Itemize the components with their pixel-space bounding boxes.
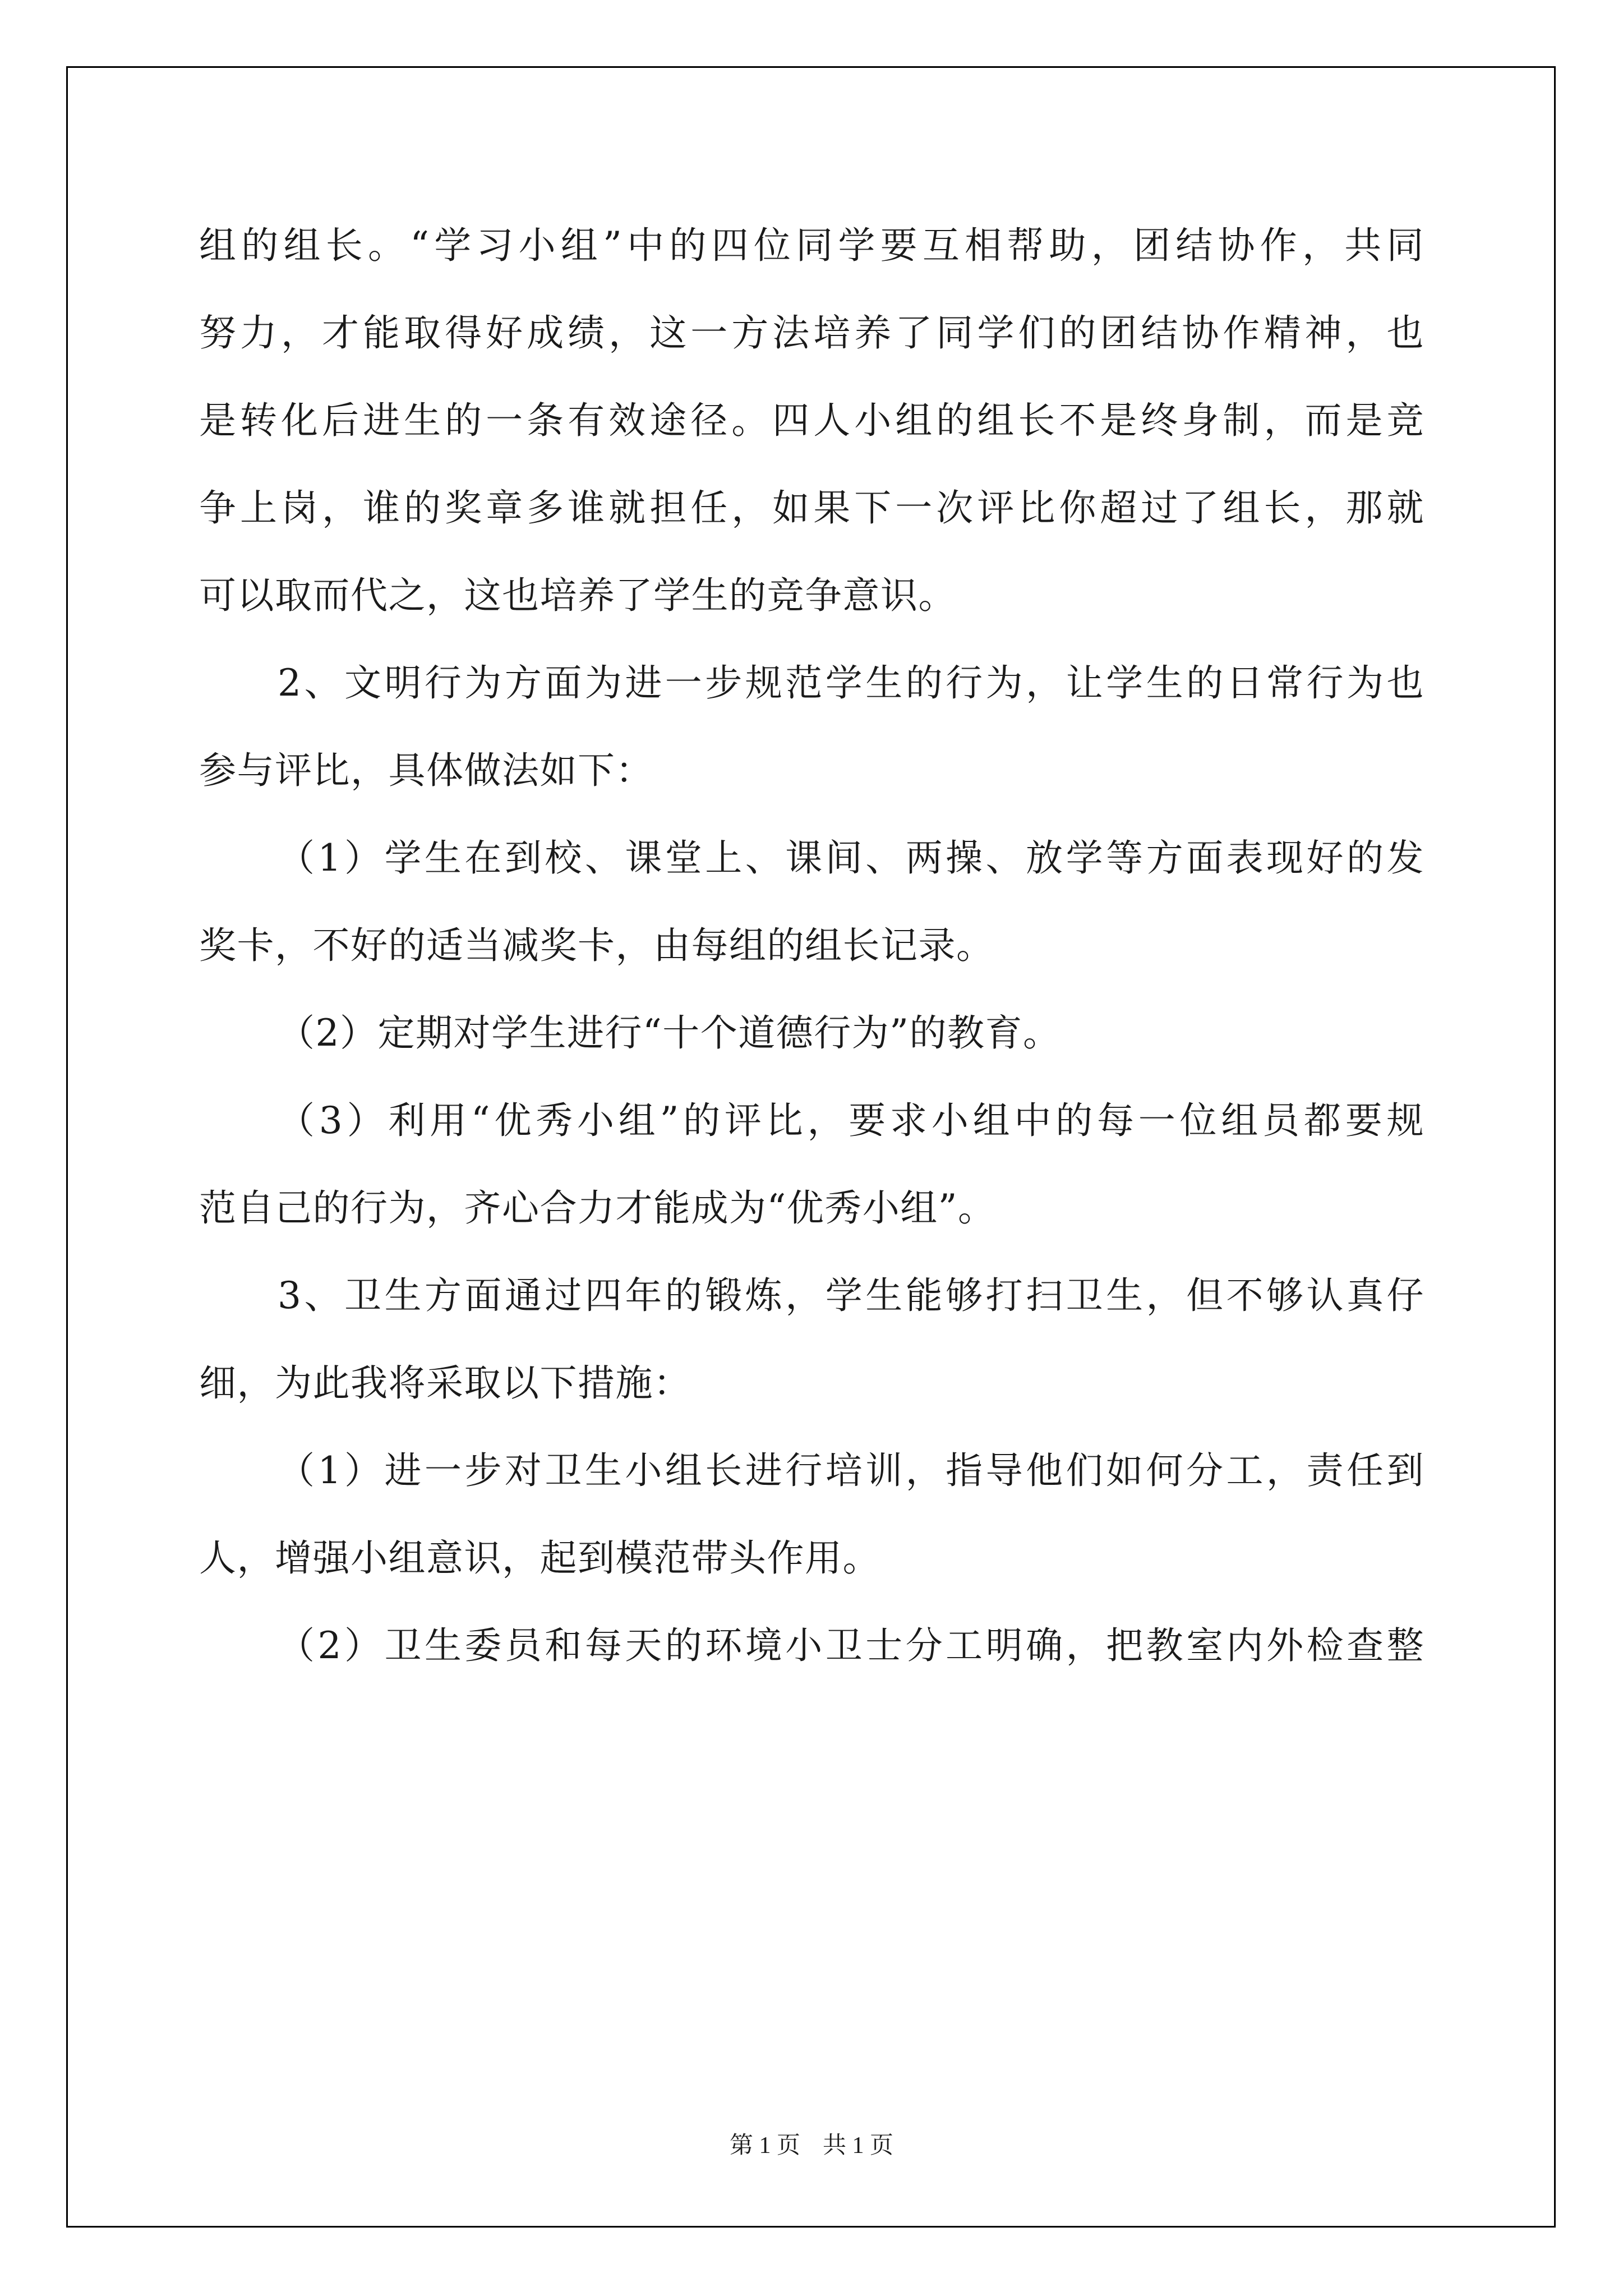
- list-item-line: （3）利用“优秀小组”的评比，要求小组中的每一位组员都要规: [278, 1099, 1424, 1142]
- document-body: [199, 218, 1424, 1705]
- body-line: 可以取而代之，这也培养了学生的竞争意识。: [199, 574, 956, 617]
- page-footer: [0, 2132, 1623, 2160]
- list-item-line: （2）定期对学生进行“十个道德行为”的教育。: [278, 1011, 1061, 1055]
- body-line: 参与评比，具体做法如下：: [199, 749, 653, 792]
- body-line: 是转化后进生的一条有效途径。四人小组的组长不是终身制，而是竞: [199, 399, 1424, 442]
- body-line: 争上岗，谁的奖章多谁就担任，如果下一次评比你超过了组长，那就: [199, 486, 1424, 530]
- body-line: 努力，才能取得好成绩，这一方法培养了同学们的团结协作精神，也: [199, 311, 1424, 355]
- section-heading-line: 3、卫生方面通过四年的锻炼，学生能够打扫卫生，但不够认真仔: [278, 1274, 1424, 1317]
- page-number-total: 共 1 页: [823, 2133, 894, 2159]
- list-item-line: （2）卫生委员和每天的环境小卫士分工明确，把教室内外检查整: [278, 1624, 1424, 1667]
- body-line: 范自己的行为，齐心合力才能成为“优秀小组”。: [199, 1186, 996, 1230]
- body-line: 人，增强小组意识，起到模范带头作用。: [199, 1536, 880, 1580]
- body-line: 奖卡，不好的适当减奖卡，由每组的组长记录。: [199, 924, 994, 967]
- body-line: 细，为此我将采取以下措施：: [199, 1361, 691, 1405]
- page-number-current: 第 1 页: [729, 2133, 800, 2159]
- section-heading-line: 2、文明行为方面为进一步规范学生的行为，让学生的日常行为也: [278, 661, 1424, 705]
- list-item-line: （1）进一步对卫生小组长进行培训，指导他们如何分工，责任到: [278, 1449, 1424, 1492]
- body-line: 组的组长。“学习小组”中的四位同学要互相帮助，团结协作，共同: [199, 224, 1424, 267]
- list-item-line: （1）学生在到校、课堂上、课间、两操、放学等方面表现好的发: [278, 836, 1424, 880]
